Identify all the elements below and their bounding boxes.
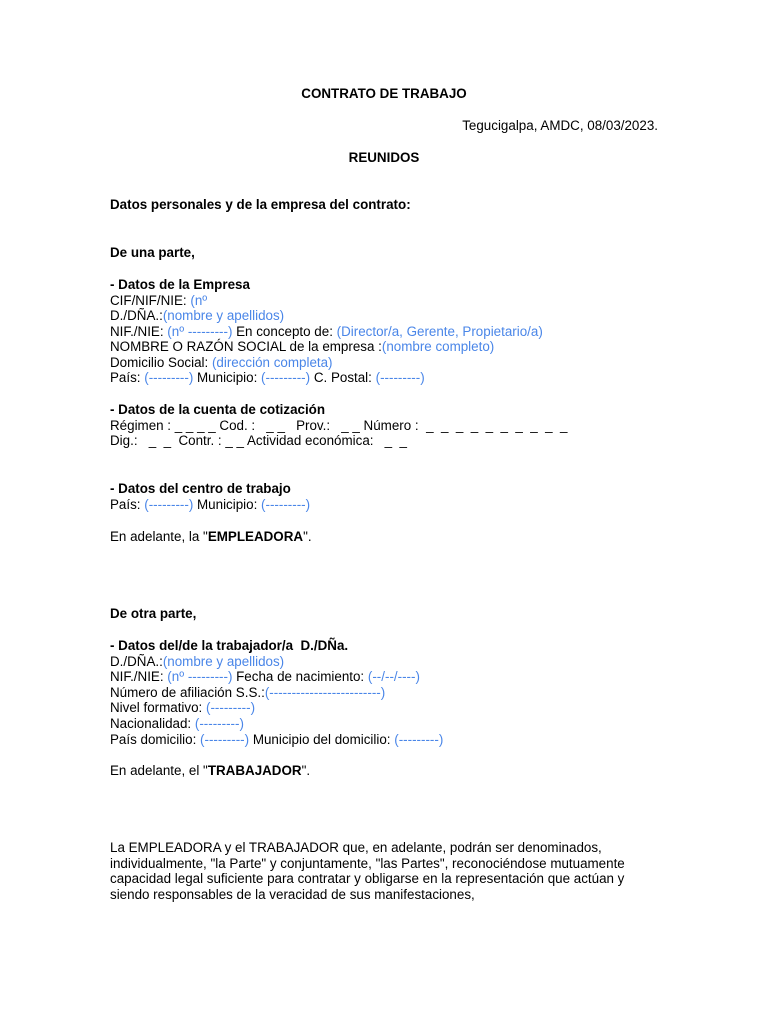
empleadora-post: ".	[303, 529, 312, 544]
trabajador-afil-line	[110, 685, 385, 701]
empresa-razon-line	[110, 339, 494, 355]
t-nivel-label: Nivel formativo:	[110, 700, 206, 715]
cotizacion-line-1: Régimen : _ _ _ _ Cod. : _ _ Prov.: _ _ Número : _ _ _ _ _ _ _ _ _ _	[110, 418, 568, 433]
cif-label: CIF/NIF/NIE:	[110, 293, 191, 308]
concepto-placeholder: (Director/a, Gerente, Propietario/a)	[336, 324, 543, 339]
trabajador-bold: TRABAJADOR	[207, 763, 302, 778]
reunidos-heading: REUNIDOS	[348, 150, 420, 165]
closing-paragraph: La EMPLEADORA y el TRABAJADOR que, en adelante, podrán ser denominados, individualmente, "la Parte" y conjuntamente, "las Partes", reconociéndose mutuamente capacidad legal suficiente para contratar y obligarse en la representación que actúan y siendo responsables de la veracidad de sus manifestaciones,	[110, 840, 625, 902]
t-afil-placeholder: (-------------------------)	[264, 685, 386, 700]
trabajador-nacionalidad-line	[110, 716, 244, 732]
centro-municipio-label: Municipio:	[193, 497, 262, 512]
municipio-placeholder: (---------)	[261, 370, 311, 385]
t-afil-label: Número de afiliación S.S.:	[110, 685, 265, 700]
trabajador-heading: - Datos del/de la trabajador/a D./DÑa.	[110, 638, 349, 653]
pais-placeholder: (---------)	[144, 370, 194, 385]
t-nacionalidad-placeholder: (---------)	[194, 716, 244, 731]
de-una-parte: De una parte,	[110, 245, 195, 260]
t-dna-label: D./DÑA.:	[110, 654, 163, 669]
pais-label: País:	[110, 370, 145, 385]
empleadora-bold: EMPLEADORA	[207, 529, 304, 544]
empresa-heading: - Datos de la Empresa	[110, 277, 250, 292]
empresa-dna-line	[110, 308, 284, 324]
t-nac-placeholder: (--/--/----)	[367, 669, 420, 684]
centro-municipio-placeholder: (---------)	[261, 497, 311, 512]
t-nif-placeholder: (nº ---------)	[167, 669, 233, 684]
centro-pais-line	[110, 497, 310, 513]
t-nivel-placeholder: (---------)	[206, 700, 256, 715]
nif-label: NIF./NIE:	[110, 324, 168, 339]
cif-placeholder: (nº	[190, 293, 208, 308]
concepto-label: En concepto de:	[232, 324, 337, 339]
t-nac-label: Fecha de nacimiento:	[232, 669, 368, 684]
razon-placeholder: (nombre completo)	[381, 339, 495, 354]
cp-label: C. Postal:	[310, 370, 376, 385]
razon-label: NOMBRE O RAZÓN SOCIAL de la empresa :	[110, 339, 382, 354]
empleadora-pre: En adelante, la "	[110, 529, 208, 544]
t-municipio-label: Municipio del domicilio:	[249, 732, 395, 747]
empresa-cif-line	[110, 293, 207, 309]
t-municipio-placeholder: (---------)	[394, 732, 444, 747]
cotizacion-heading: - Datos de la cuenta de cotización	[110, 402, 326, 417]
t-nacionalidad-label: Nacionalidad:	[110, 716, 195, 731]
trabajador-nivel-line	[110, 700, 255, 716]
datos-heading: Datos personales y de la empresa del contrato:	[110, 197, 411, 212]
trabajador-pre: En adelante, el "	[110, 763, 208, 778]
centro-pais-placeholder: (---------)	[144, 497, 194, 512]
dna-label: D./DÑA.:	[110, 308, 163, 323]
document-title: CONTRATO DE TRABAJO	[301, 86, 467, 101]
cotizacion-line-2: Dig.: _ _ Contr. : _ _ Actividad económica: _ _	[110, 433, 407, 448]
t-nif-label: NIF./NIE:	[110, 669, 168, 684]
nif-placeholder: (nº ---------)	[167, 324, 233, 339]
municipio-label: Municipio:	[193, 370, 262, 385]
centro-pais-label: País:	[110, 497, 145, 512]
trabajador-dna-line	[110, 654, 284, 670]
t-dna-placeholder: (nombre y apellidos)	[162, 654, 285, 669]
centro-heading: - Datos del centro de trabajo	[110, 481, 291, 496]
empleadora-line	[110, 529, 312, 545]
cp-placeholder: (---------)	[375, 370, 425, 385]
trabajador-pais-line	[110, 732, 443, 748]
t-pais-placeholder: (---------)	[200, 732, 250, 747]
empresa-domicilio-line	[110, 355, 333, 371]
trabajador-post: ".	[301, 763, 311, 778]
t-pais-label: País domicilio:	[110, 732, 201, 747]
empresa-pais-line	[110, 370, 425, 386]
empresa-nif-line	[110, 324, 543, 340]
de-otra-parte: De otra parte,	[110, 606, 197, 621]
domicilio-label: Domicilio Social:	[110, 355, 212, 370]
domicilio-placeholder: (dirección completa)	[211, 355, 333, 370]
dna-placeholder: (nombre y apellidos)	[162, 308, 285, 323]
trabajador-line	[110, 763, 310, 779]
place-date: Tegucigalpa, AMDC, 08/03/2023.	[462, 118, 658, 133]
trabajador-nif-line	[110, 669, 420, 685]
